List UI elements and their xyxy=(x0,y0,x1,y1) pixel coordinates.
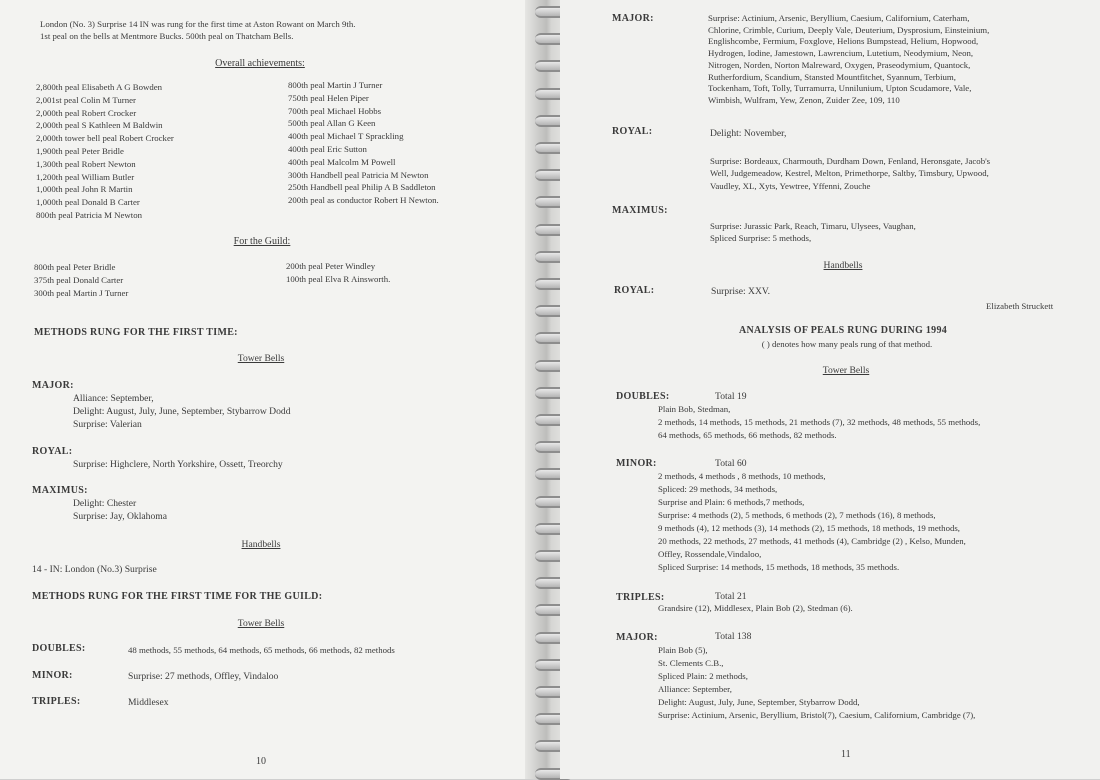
text-line: Alliance: September, xyxy=(73,393,154,404)
text-line: Tockenham, Toft, Tolly, Turramurra, Unnilunium, Upton Scudamore, Vale, xyxy=(708,83,972,94)
text-line: Spliced Surprise: 14 methods, 15 methods, 18 methods, 35 methods. xyxy=(658,562,900,572)
major-label: MAJOR: xyxy=(32,380,74,391)
intro-line: London (No. 3) Surprise 14 IN was rung for the first time at Aston Rowant on March 9th. xyxy=(40,19,356,29)
tower-bells-subheading-2: Tower Bells xyxy=(237,618,285,629)
text-line: 400th peal Eric Sutton xyxy=(288,144,367,154)
text-line: Well, Judgemeadow, Kestrel, Melton, Primethorpe, Saltby, Timsbury, Upwood, xyxy=(710,168,989,179)
triples-total: Total 21 xyxy=(715,591,747,602)
text-line: 1,900th peal Peter Bridle xyxy=(36,146,124,156)
text-line: 20 methods, 22 methods, 27 methods, 41 methods (4), Cambridge (2) , Kelso, Munden, xyxy=(658,536,966,546)
text-line: 300th Handbell peal Patricia M Newton xyxy=(288,169,429,180)
triples-value: Middlesex xyxy=(128,697,169,708)
text-line: 400th peal Michael T Sprackling xyxy=(288,131,404,142)
royal-handbell-value: Surprise: XXV. xyxy=(711,286,770,297)
doubles-label: DOUBLES: xyxy=(616,391,670,402)
text-line: 375th peal Donald Carter xyxy=(34,274,124,285)
text-line: 100th peal Elva R Ainsworth. xyxy=(286,273,391,284)
text-line: Spliced Plain: 2 methods, xyxy=(658,671,748,681)
text-line: 2,000th peal Robert Crocker xyxy=(36,107,137,118)
text-line: 700th peal Michael Hobbs xyxy=(288,105,382,116)
text-line: 800th peal Peter Bridle xyxy=(34,262,116,272)
text-line: Wimbish, Wulfram, Yew, Zenon, Zuider Zee, 109, 110 xyxy=(708,94,900,105)
text-line: Surprise: Jurassic Park, Reach, Timaru, Ulysees, Vaughan, xyxy=(710,221,916,231)
signature: Elizabeth Struckett xyxy=(986,301,1054,311)
minor-value: Surprise: 27 methods, Offley, Vindaloo xyxy=(128,671,279,682)
text-line: 250th Handbell peal Philip A B Saddleton xyxy=(288,182,436,193)
text-line: Surprise: 4 methods (2), 5 methods, 6 methods (2), 7 methods (16), 8 methods, xyxy=(658,510,936,520)
first-time-heading: METHODS RUNG FOR THE FIRST TIME: xyxy=(34,327,238,338)
text-line: 300th peal Martin J Turner xyxy=(34,287,129,298)
handbells-subheading: Handbells xyxy=(241,539,281,550)
analysis-heading: ANALYSIS OF PEALS RUNG DURING 1994 xyxy=(738,325,948,336)
minor-total: Total 60 xyxy=(715,458,747,469)
text-line: 800th peal Martin J Turner xyxy=(288,80,383,90)
page-number: 11 xyxy=(841,749,851,760)
text-line: Delight: Chester xyxy=(73,498,137,509)
text-line: 800th peal Patricia M Newton xyxy=(36,210,143,220)
text-line: Surprise and Plain: 6 methods,7 methods, xyxy=(658,497,805,507)
page-number: 10 xyxy=(256,756,266,767)
doubles-label: DOUBLES: xyxy=(32,643,86,654)
royal-handbell-label: ROYAL: xyxy=(614,285,655,296)
text-line: St. Clements C.B., xyxy=(658,658,724,668)
royal-label: ROYAL: xyxy=(32,446,73,457)
text-line: 1,300th peal Robert Newton xyxy=(36,158,136,169)
triples-label: TRIPLES: xyxy=(32,696,81,707)
text-line: 2,000th tower bell peal Robert Crocker xyxy=(36,133,174,144)
text-line: 1,000th peal John R Martin xyxy=(36,184,133,195)
text-line: 2,800th peal Elisabeth A G Bowden xyxy=(36,82,163,92)
text-line: Surprise: Bordeaux, Charmouth, Durdham Down, Fenland, Heronsgate, Jacob's xyxy=(710,156,991,166)
text-line: Spliced Surprise: 5 methods, xyxy=(710,233,812,244)
text-line: 64 methods, 65 methods, 66 methods, 82 methods. xyxy=(658,430,837,440)
text-line: 400th peal Malcolm M Powell xyxy=(288,156,396,167)
text-line: 2 methods, 14 methods, 15 methods, 21 methods (7), 32 methods, 48 methods, 55 methods, xyxy=(658,417,981,427)
maximus-label: MAXIMUS: xyxy=(32,485,88,496)
text-line: Surprise: Valerian xyxy=(73,419,142,430)
minor-label: MINOR: xyxy=(616,458,657,469)
overall-achievements-heading: Overall achievements: xyxy=(215,58,305,69)
right-page xyxy=(560,0,1100,779)
text-line: Surprise: Jay, Oklahoma xyxy=(73,511,167,522)
text-line: Vaudley, XL, Xyts, Yewtree, Yffenni, Zouche xyxy=(710,180,871,191)
royal-delight: Delight: November, xyxy=(710,128,787,139)
text-line: Plain Bob (5), xyxy=(658,645,708,655)
text-line: Rutherfordium, Scandium, Stansted Mountfitchet, Syannum, Terbium, xyxy=(708,71,956,82)
text-line: 2,001st peal Colin M Turner xyxy=(36,94,136,105)
maximus-label: MAXIMUS: xyxy=(612,205,668,216)
text-line: Surprise: Actinium, Arsenic, Beryllium, Bristol(7), Caesium, Californium, Cambridge (7), xyxy=(658,710,976,720)
text-line: Grandsire (12), Middlesex, Plain Bob (2), Stedman (6). xyxy=(658,603,853,613)
royal-label: ROYAL: xyxy=(612,126,653,137)
doubles-value: 48 methods, 55 methods, 64 methods, 65 methods, 66 methods, 82 methods xyxy=(128,645,395,655)
text-line: Surprise: Actinium, Arsenic, Beryllium, Caesium, Californium, Caterham, xyxy=(708,13,970,23)
text-line: Englishcombe, Fermium, Foxglove, Helions Bumpstead, Helium, Hopwood, xyxy=(708,36,979,47)
text-line: 1,200th peal William Butler xyxy=(36,171,135,182)
guild-first-time-heading: METHODS RUNG FOR THE FIRST TIME FOR THE GUILD: xyxy=(32,591,323,602)
for-the-guild-heading: For the Guild: xyxy=(233,236,291,247)
text-line: 2 methods, 4 methods , 8 methods, 10 methods, xyxy=(658,471,826,481)
text-line: 1,000th peal Donald B Carter xyxy=(36,197,140,208)
text-line: 200th peal Peter Windley xyxy=(286,261,376,271)
text-line: Delight: August, July, June, September, Stybarrow Dodd, xyxy=(658,697,860,707)
handbells-subheading: Handbells xyxy=(823,260,863,271)
text-line: 200th peal as conductor Robert H Newton. xyxy=(288,195,439,206)
text-line: Delight: August, July, June, September, Stybarrow Dodd xyxy=(73,406,291,417)
text-line: Offley, Rossendale,Vindaloo, xyxy=(658,549,762,559)
major-label: MAJOR: xyxy=(612,13,654,24)
text-line: 9 methods (4), 12 methods (3), 14 methods (2), 15 methods, 18 methods, 19 methods, xyxy=(658,523,960,533)
left-page xyxy=(0,0,536,779)
text-line: Alliance: September, xyxy=(658,684,732,694)
text-line: 2,000th peal S Kathleen M Baldwin xyxy=(36,120,163,131)
triples-label: TRIPLES: xyxy=(616,592,665,603)
doubles-total: Total 19 xyxy=(715,391,747,402)
text-line: Spliced: 29 methods, 34 methods, xyxy=(658,484,778,494)
tower-bells-subheading: Tower Bells xyxy=(822,365,870,376)
tower-bells-subheading: Tower Bells xyxy=(237,353,285,364)
intro-line: 1st peal on the bells at Mentmore Bucks. 500th peal on Thatcham Bells. xyxy=(40,31,294,41)
text-line: Plain Bob, Stedman, xyxy=(658,404,731,414)
minor-label: MINOR: xyxy=(32,670,73,681)
text-line: 500th peal Allan G Keen xyxy=(288,118,376,129)
major-analysis-total: Total 138 xyxy=(715,631,752,642)
text-line: Nitrogen, Norden, Norton Malreward, Oxygen, Praseodymium, Quantock, xyxy=(708,59,971,70)
text-line: Chlorine, Crimble, Curium, Deeply Vale, Deuterium, Dysprosium, Einsteinium, xyxy=(708,24,990,35)
analysis-note: ( ) denotes how many peals rung of that method. xyxy=(761,339,933,349)
handbell-method: 14 - IN: London (No.3) Surprise xyxy=(32,564,157,575)
royal-methods: Surprise: Highclere, North Yorkshire, Ossett, Treorchy xyxy=(73,459,283,470)
text-line: Hydrogen, Iodine, Jamestown, Lawrencium, Lutetium, Neodymium, Neon, xyxy=(708,48,974,59)
text-line: 750th peal Helen Piper xyxy=(288,92,369,103)
major-analysis-label: MAJOR: xyxy=(616,632,658,643)
